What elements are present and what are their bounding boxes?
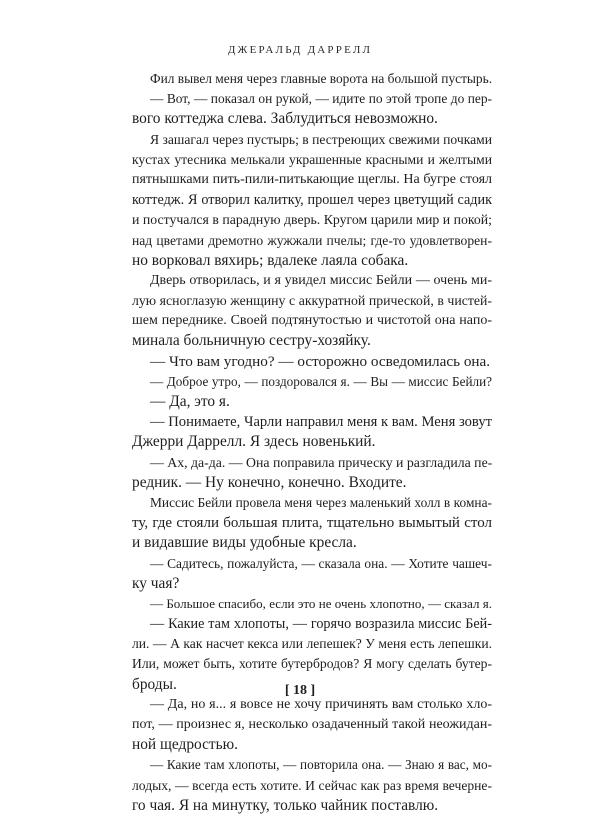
text-line: — Какие там хлопоты, — горячо возразила миссис Бей-: [150, 616, 492, 633]
text-line: лую ясноглазую женщину с аккуратной прической, в чистей-: [132, 293, 492, 309]
text-line: — Да, это я.: [150, 393, 230, 410]
text-line: — Садитесь, пожалуйста, — сказала она. — Хотите чашеч-: [150, 555, 492, 571]
page-number: [ 18 ]: [284, 683, 316, 698]
running-head-author: ДЖЕРАЛЬД ДАРРЕЛЛ: [227, 44, 373, 56]
text-line: минала больничную сестру-хозяйку.: [132, 332, 371, 350]
text-line: — Какие там хлопоты, — повторила она. — Знаю я вас, мо-: [150, 757, 492, 773]
text-line: — Большое спасибо, если это не очень хлопотно, — сказал я.: [150, 595, 492, 611]
text-line: и постучался в парадную дверь. Кругом царили мир и покой;: [132, 212, 492, 228]
text-line: над цветами дремотно жужжали пчелы; где-то удовлетворен-: [132, 232, 492, 248]
text-line: редник. — Ну конечно, конечно. Входите.: [132, 473, 407, 491]
text-line: го чая. Я на минутку, только чайник поставлю.: [132, 796, 439, 814]
text-line: Фил вывел меня через главные ворота на большой пустырь.: [150, 71, 493, 86]
text-line: Или, может быть, хотите бутербродов? Я могу сделать бутер-: [132, 656, 492, 672]
text-line: — Вот, — показал он рукой, — идите по этой тропе до пер-: [150, 91, 492, 107]
text-line: шем переднике. Своей подтянутостью и чистотой она напо-: [132, 313, 492, 329]
text-line: Миссис Бейли провела меня через маленький холл в комна-: [150, 494, 492, 510]
text-line: — Да, но я... я вовсе не хочу причинять вам столько хло-: [150, 696, 492, 712]
text-line: лодых, — всегда есть хотите. И сейчас как раз время вечерне-: [132, 777, 492, 793]
text-line: ку чая?: [132, 574, 180, 592]
text-line: но ворковал вяхирь; вдалеке лаяла собака.: [132, 251, 409, 269]
text-line: Джерри Даррелл. Я здесь новенький.: [132, 433, 376, 451]
text-line: броды.: [132, 675, 177, 693]
text-line: коттедж. Я отворил калитку, прошел через цветущий садик: [132, 192, 492, 209]
text-line: и видавшие виды удобные кресла.: [132, 534, 357, 552]
text-line: Дверь отворилась, и я увидел миссис Бейли — очень ми-: [150, 272, 492, 288]
text-line: пятнышками пить-пили-питькающие щеглы. На бугре стоял: [132, 171, 492, 187]
body-text: [132, 69, 492, 816]
text-line: ту, где стояли большая плита, тщательно вымытый стол: [132, 515, 492, 532]
text-line: вого коттеджа слева. Заблудиться невозможно.: [132, 110, 438, 128]
text-line: Я зашагал через пустырь; в пестреющих свежими почками: [150, 131, 493, 147]
text-line: кустах утесника мелькали украшенные красными и желтыми: [132, 151, 492, 167]
text-line: — Ах, да-да. — Она поправила прическу и разгладила пе-: [150, 454, 493, 470]
text-line: ли. — А как насчет кекса или лепешек? У меня есть лепешки.: [132, 636, 492, 652]
text-line: ной щедростью.: [132, 736, 239, 754]
text-line: — Что вам угодно? — осторожно осведомилась она.: [150, 352, 491, 370]
text-line: — Доброе утро, — поздоровался я. — Вы — миссис Бейли?: [150, 373, 492, 389]
text-line: пот, — произнес я, несколько озадаченный такой неожидан-: [132, 717, 492, 732]
text-line: — Понимаете, Чарли направил меня к вам. Меня зовут: [150, 414, 492, 431]
